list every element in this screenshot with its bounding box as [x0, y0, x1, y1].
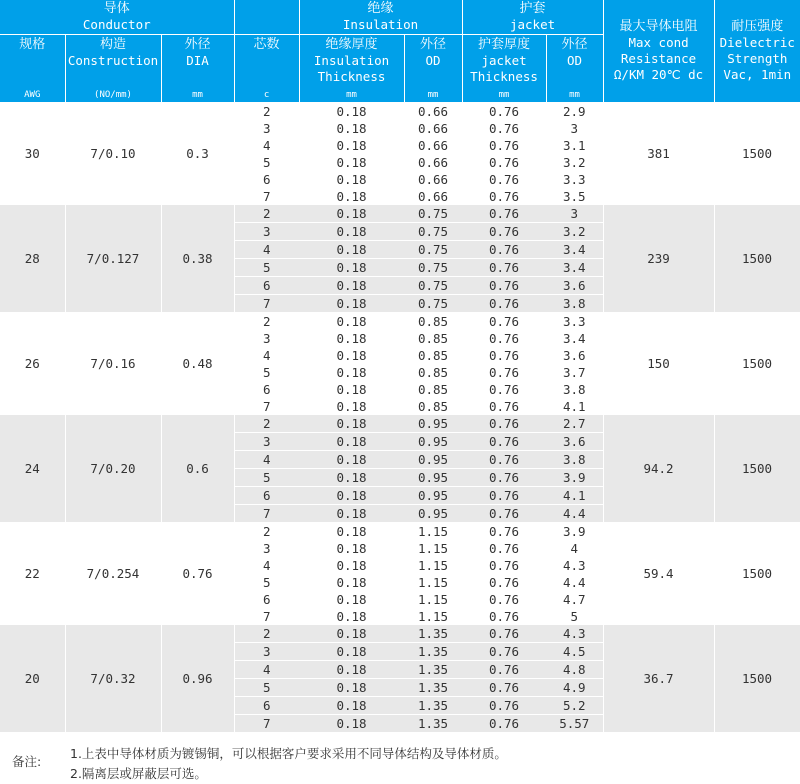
jk-thick-cell: 0.76 [462, 154, 546, 171]
jk-thick-cell: 0.76 [462, 468, 546, 486]
jk-thick-cell: 0.76 [462, 557, 546, 574]
jk-thick-cell: 0.76 [462, 642, 546, 660]
jk-thick-cell: 0.76 [462, 171, 546, 188]
ins-od-cell: 0.75 [404, 205, 462, 223]
jk-od-cell: 3.4 [546, 258, 603, 276]
ins-od-cell: 1.15 [404, 540, 462, 557]
ins-od-cell: 1.15 [404, 574, 462, 591]
ins-od-cell: 0.75 [404, 276, 462, 294]
jk-od-cell: 3.5 [546, 188, 603, 205]
jk-od-cell: 4.8 [546, 660, 603, 678]
max-cond-header: 最大导体电阻 Max cond Resistance Ω/KM 20℃ dc [603, 0, 714, 102]
construction-cell: 7/0.10 [65, 102, 161, 205]
cores-cell: 2 [234, 205, 299, 223]
cores-cell: 3 [234, 432, 299, 450]
ins-thick-cell: 0.18 [299, 154, 404, 171]
jk-od-cell: 2.9 [546, 102, 603, 120]
cores-cell: 4 [234, 240, 299, 258]
ins-thick-cell: 0.18 [299, 591, 404, 608]
cores-cell: 5 [234, 154, 299, 171]
dielectric-cell: 1500 [714, 102, 800, 205]
ins-thick-cell: 0.18 [299, 137, 404, 154]
jk-thick-cell: 0.76 [462, 330, 546, 347]
dia-cell: 0.48 [161, 312, 234, 415]
ins-thick-cell: 0.18 [299, 330, 404, 347]
jk-thick-cell: 0.76 [462, 522, 546, 540]
jk-od-header: 外径 OD mm [546, 34, 603, 102]
jk-thick-cell: 0.76 [462, 188, 546, 205]
ins-thick-cell: 0.18 [299, 381, 404, 398]
ins-thick-cell: 0.18 [299, 696, 404, 714]
ins-thick-cell: 0.18 [299, 102, 404, 120]
ins-thick-cell: 0.18 [299, 188, 404, 205]
ins-od-cell: 1.15 [404, 608, 462, 625]
dielectric-header: 耐压强度 Dielectric Strength Vac, 1min [714, 0, 800, 102]
cores-cell: 7 [234, 188, 299, 205]
resistance-cell: 239 [603, 205, 714, 313]
ins-thick-cell: 0.18 [299, 450, 404, 468]
jk-thick-cell: 0.76 [462, 574, 546, 591]
jk-od-cell: 3.8 [546, 381, 603, 398]
ins-od-cell: 0.66 [404, 102, 462, 120]
cores-cell: 4 [234, 137, 299, 154]
jk-thick-cell: 0.76 [462, 137, 546, 154]
construction-cell: 7/0.32 [65, 625, 161, 733]
dia-cell: 0.3 [161, 102, 234, 205]
jk-od-cell: 3.9 [546, 522, 603, 540]
cores-cell: 4 [234, 347, 299, 364]
jk-od-cell: 3.8 [546, 294, 603, 312]
jk-od-cell: 3 [546, 205, 603, 223]
jk-thick-cell: 0.76 [462, 625, 546, 643]
jk-thick-cell: 0.76 [462, 415, 546, 433]
jk-od-cell: 4.3 [546, 557, 603, 574]
jk-od-cell: 3 [546, 120, 603, 137]
ins-thick-cell: 0.18 [299, 574, 404, 591]
ins-thick-cell: 0.18 [299, 625, 404, 643]
ins-thick-cell: 0.18 [299, 714, 404, 732]
note-item: 2.隔离层或屏蔽层可选。 [70, 766, 207, 781]
blank-header [234, 0, 299, 34]
cores-cell: 5 [234, 678, 299, 696]
ins-od-cell: 0.85 [404, 398, 462, 415]
jk-od-cell: 4.3 [546, 625, 603, 643]
ins-thick-cell: 0.18 [299, 660, 404, 678]
ins-thick-cell: 0.18 [299, 205, 404, 223]
awg-cell: 22 [0, 522, 65, 625]
jk-od-cell: 3.4 [546, 330, 603, 347]
ins-od-cell: 0.95 [404, 432, 462, 450]
ins-thick-cell: 0.18 [299, 312, 404, 330]
jk-thick-cell: 0.76 [462, 381, 546, 398]
jk-od-cell: 4.1 [546, 486, 603, 504]
awg-cell: 28 [0, 205, 65, 313]
cores-cell: 6 [234, 171, 299, 188]
dielectric-cell: 1500 [714, 312, 800, 415]
cores-cell: 7 [234, 714, 299, 732]
insulation-header: 绝缘 Insulation [299, 0, 462, 34]
jk-od-cell: 4.7 [546, 591, 603, 608]
ins-od-cell: 0.66 [404, 137, 462, 154]
jk-od-cell: 4.4 [546, 574, 603, 591]
cores-header: 芯数 c [234, 34, 299, 102]
resistance-cell: 94.2 [603, 415, 714, 523]
jk-od-cell: 5.2 [546, 696, 603, 714]
jk-od-cell: 4.1 [546, 398, 603, 415]
cores-cell: 3 [234, 120, 299, 137]
jk-od-cell: 2.7 [546, 415, 603, 433]
awg-cell: 24 [0, 415, 65, 523]
cores-cell: 7 [234, 504, 299, 522]
conductor-header: 导体 Conductor [0, 0, 234, 34]
ins-od-cell: 0.75 [404, 222, 462, 240]
ins-od-cell: 0.75 [404, 240, 462, 258]
jk-thick-cell: 0.76 [462, 276, 546, 294]
ins-thick-cell: 0.18 [299, 608, 404, 625]
cores-cell: 5 [234, 258, 299, 276]
awg-cell: 26 [0, 312, 65, 415]
jk-od-cell: 4.4 [546, 504, 603, 522]
ins-od-cell: 1.35 [404, 625, 462, 643]
jk-thick-cell: 0.76 [462, 205, 546, 223]
ins-od-cell: 1.35 [404, 696, 462, 714]
table-row [0, 312, 800, 330]
ins-od-cell: 1.35 [404, 660, 462, 678]
cores-cell: 2 [234, 625, 299, 643]
ins-od-cell: 1.15 [404, 522, 462, 540]
ins-thick-cell: 0.18 [299, 240, 404, 258]
ins-thick-cell: 0.18 [299, 120, 404, 137]
jk-od-cell: 3.3 [546, 171, 603, 188]
construction-header: 构造 Construction (NO/mm) [65, 34, 161, 102]
ins-od-cell: 0.75 [404, 294, 462, 312]
cores-cell: 7 [234, 398, 299, 415]
cores-cell: 3 [234, 222, 299, 240]
jk-od-cell: 3.4 [546, 240, 603, 258]
jk-thick-cell: 0.76 [462, 240, 546, 258]
jk-thick-cell: 0.76 [462, 347, 546, 364]
cores-cell: 7 [234, 608, 299, 625]
dielectric-cell: 1500 [714, 522, 800, 625]
cores-cell: 5 [234, 574, 299, 591]
table-row [0, 102, 800, 120]
jk-thick-cell: 0.76 [462, 222, 546, 240]
ins-thick-cell: 0.18 [299, 678, 404, 696]
table-row [0, 625, 800, 643]
ins-thick-cell: 0.18 [299, 294, 404, 312]
jk-thick-cell: 0.76 [462, 102, 546, 120]
resistance-cell: 36.7 [603, 625, 714, 733]
cores-cell: 2 [234, 415, 299, 433]
ins-od-cell: 0.95 [404, 450, 462, 468]
cores-cell: 5 [234, 364, 299, 381]
table-row [0, 415, 800, 433]
jk-od-cell: 4 [546, 540, 603, 557]
awg-cell: 30 [0, 102, 65, 205]
jk-thick-cell: 0.76 [462, 678, 546, 696]
ins-thick-cell: 0.18 [299, 468, 404, 486]
jk-od-cell: 3.2 [546, 222, 603, 240]
jk-od-cell: 3.1 [546, 137, 603, 154]
ins-od-cell: 1.35 [404, 714, 462, 732]
cores-cell: 3 [234, 540, 299, 557]
cores-cell: 3 [234, 642, 299, 660]
jk-thick-cell: 0.76 [462, 608, 546, 625]
ins-thick-cell: 0.18 [299, 415, 404, 433]
cores-cell: 7 [234, 294, 299, 312]
jk-thick-cell: 0.76 [462, 660, 546, 678]
jk-thick-cell: 0.76 [462, 432, 546, 450]
ins-thick-cell: 0.18 [299, 557, 404, 574]
cores-cell: 6 [234, 276, 299, 294]
jk-od-cell: 5 [546, 608, 603, 625]
jk-od-cell: 3.6 [546, 276, 603, 294]
ins-od-cell: 0.85 [404, 381, 462, 398]
resistance-cell: 150 [603, 312, 714, 415]
ins-od-cell: 0.66 [404, 171, 462, 188]
jk-od-cell: 3.6 [546, 347, 603, 364]
jk-od-cell: 3.3 [546, 312, 603, 330]
jacket-header: 护套 jacket [462, 0, 603, 34]
jk-thick-cell: 0.76 [462, 258, 546, 276]
jk-thick-cell: 0.76 [462, 696, 546, 714]
construction-cell: 7/0.20 [65, 415, 161, 523]
ins-od-cell: 1.35 [404, 678, 462, 696]
ins-thick-cell: 0.18 [299, 540, 404, 557]
cores-cell: 6 [234, 486, 299, 504]
ins-od-cell: 1.35 [404, 642, 462, 660]
ins-od-cell: 1.15 [404, 591, 462, 608]
dielectric-cell: 1500 [714, 625, 800, 733]
table-row [0, 522, 800, 540]
resistance-cell: 59.4 [603, 522, 714, 625]
jk-od-cell: 4.9 [546, 678, 603, 696]
cores-cell: 4 [234, 450, 299, 468]
dia-header: 外径 DIA mm [161, 34, 234, 102]
jk-thick-cell: 0.76 [462, 486, 546, 504]
ins-thick-cell: 0.18 [299, 364, 404, 381]
ins-od-cell: 0.85 [404, 330, 462, 347]
jk-od-cell: 3.9 [546, 468, 603, 486]
ins-od-cell: 0.95 [404, 468, 462, 486]
ins-thick-cell: 0.18 [299, 171, 404, 188]
dia-cell: 0.76 [161, 522, 234, 625]
jk-od-cell: 3.8 [546, 450, 603, 468]
construction-cell: 7/0.16 [65, 312, 161, 415]
jk-od-cell: 3.2 [546, 154, 603, 171]
dia-cell: 0.96 [161, 625, 234, 733]
awg-cell: 20 [0, 625, 65, 733]
cores-cell: 2 [234, 102, 299, 120]
dia-cell: 0.38 [161, 205, 234, 313]
ins-thick-cell: 0.18 [299, 258, 404, 276]
ins-od-cell: 0.95 [404, 415, 462, 433]
jk-thick-cell: 0.76 [462, 540, 546, 557]
ins-thick-cell: 0.18 [299, 642, 404, 660]
cores-cell: 6 [234, 591, 299, 608]
jk-thick-cell: 0.76 [462, 714, 546, 732]
jk-thick-cell: 0.76 [462, 312, 546, 330]
jk-thick-cell: 0.76 [462, 364, 546, 381]
dielectric-cell: 1500 [714, 205, 800, 313]
construction-cell: 7/0.254 [65, 522, 161, 625]
construction-cell: 7/0.127 [65, 205, 161, 313]
notes-label: 备注: [12, 754, 42, 769]
ins-thick-cell: 0.18 [299, 522, 404, 540]
dia-cell: 0.6 [161, 415, 234, 523]
jk-od-cell: 3.7 [546, 364, 603, 381]
jk-od-cell: 3.6 [546, 432, 603, 450]
cores-cell: 5 [234, 468, 299, 486]
jk-thick-cell: 0.76 [462, 120, 546, 137]
table-body [0, 102, 800, 732]
ins-od-cell: 0.95 [404, 486, 462, 504]
ins-od-cell: 0.85 [404, 347, 462, 364]
ins-od-cell: 0.75 [404, 258, 462, 276]
jk-od-cell: 5.57 [546, 714, 603, 732]
note-item: 1.上表中导体材质为镀锡铜，可以根据客户要求采用不同导体结构及导体材质。 [70, 746, 507, 761]
ins-thick-cell: 0.18 [299, 347, 404, 364]
cores-cell: 2 [234, 312, 299, 330]
cores-cell: 4 [234, 557, 299, 574]
jk-thick-cell: 0.76 [462, 591, 546, 608]
ins-thick-cell: 0.18 [299, 222, 404, 240]
ins-thick-cell: 0.18 [299, 486, 404, 504]
jk-thick-cell: 0.76 [462, 450, 546, 468]
ins-od-cell: 0.66 [404, 188, 462, 205]
ins-od-cell: 0.85 [404, 364, 462, 381]
ins-od-cell: 0.95 [404, 504, 462, 522]
gauge-header: 规格 AWG [0, 34, 65, 102]
ins-thick-cell: 0.18 [299, 398, 404, 415]
cores-cell: 3 [234, 330, 299, 347]
cores-cell: 2 [234, 522, 299, 540]
jk-od-cell: 4.5 [546, 642, 603, 660]
jk-thick-cell: 0.76 [462, 504, 546, 522]
ins-thick-cell: 0.18 [299, 504, 404, 522]
resistance-cell: 381 [603, 102, 714, 205]
cores-cell: 4 [234, 660, 299, 678]
ins-od-cell: 0.66 [404, 154, 462, 171]
jk-thick-cell: 0.76 [462, 294, 546, 312]
table-row [0, 205, 800, 223]
ins-thick-cell: 0.18 [299, 276, 404, 294]
ins-od-cell: 0.66 [404, 120, 462, 137]
ins-od-cell: 0.85 [404, 312, 462, 330]
ins-thick-header: 绝缘厚度 Insulation Thickness mm [299, 34, 404, 102]
dielectric-cell: 1500 [714, 415, 800, 523]
ins-od-cell: 1.15 [404, 557, 462, 574]
jk-thick-cell: 0.76 [462, 398, 546, 415]
ins-thick-cell: 0.18 [299, 432, 404, 450]
cores-cell: 6 [234, 696, 299, 714]
cores-cell: 6 [234, 381, 299, 398]
ins-od-header: 外径 OD mm [404, 34, 462, 102]
jk-thick-header: 护套厚度 jacket Thickness mm [462, 34, 546, 102]
